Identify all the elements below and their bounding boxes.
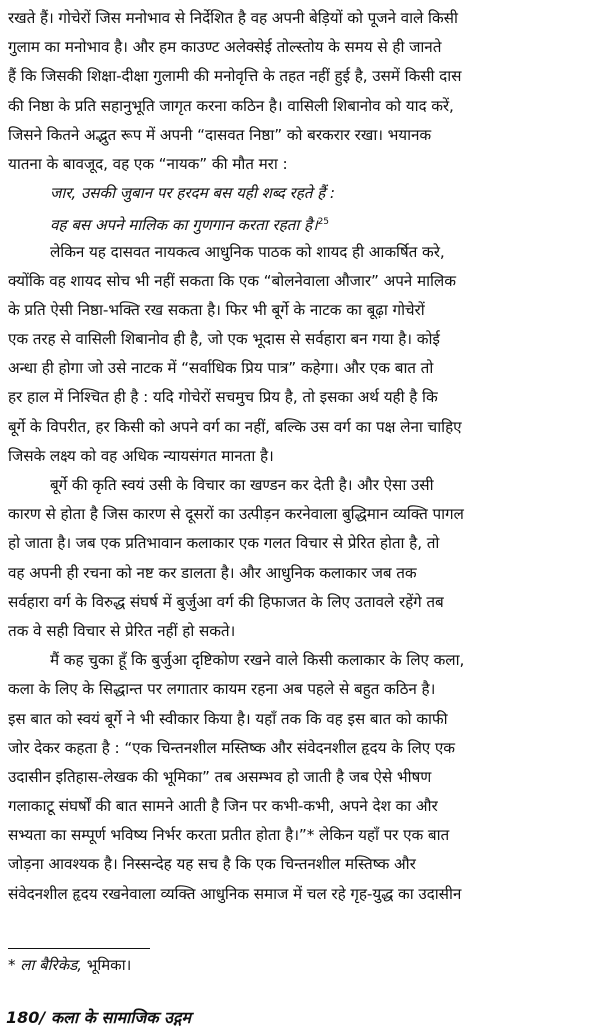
footnote-title: ला बैरिकेड, bbox=[20, 956, 83, 974]
paragraph-start: लेकिन यह दासवत नायकत्व आधुनिक पाठक को शायद ही आकर्षित करे, bbox=[50, 242, 445, 261]
text-line: जोर देकर कहता है : “एक चिन्तनशील मस्तिष्क और संवेदनशील हृदय के लिए एक bbox=[8, 738, 455, 757]
text-line: बूर्गे के विपरीत, हर किसी को अपने वर्ग का नहीं, बल्कि उस वर्ग का पक्ष लेना चाहिए bbox=[8, 417, 462, 436]
text-line: अन्धा ही होगा जो उसे नाटक में “सर्वाधिक प्रिय पात्र” कहेगा। और एक बात तो bbox=[8, 359, 434, 378]
text-line: हो जाता है। जब एक प्रतिभावान कलाकार एक गलत विचार से प्रेरित होता है, तो bbox=[8, 534, 440, 553]
paragraph-start: मैं कह चुका हूँ कि बुर्जुआ दृष्टिकोण रखने वाले किसी कलाकार के लिए कला, bbox=[50, 651, 465, 670]
page-folio: 180/ कला के सामाजिक उद्गम bbox=[6, 1008, 191, 1027]
page-body bbox=[8, 4, 592, 909]
text-line: के प्रति ऐसी निष्ठा-भक्ति रख सकता है। फिर भी बूर्गे के नाटक का बूढ़ा गोचेरों bbox=[8, 300, 425, 319]
text-line: हर हाल में निश्चित ही है : यदि गोचेरों सचमुच प्रिय है, तो इसका अर्थ यही है कि bbox=[8, 388, 438, 407]
text-line: उदासीन इतिहास-लेखक की भूमिका” तब असम्भव हो जाती है जब ऐसे भीषण bbox=[8, 767, 432, 786]
quote-line: जार, उसकी जुबान पर हरदम बस यही शब्द रहते हैं : bbox=[50, 184, 335, 203]
text-line: जिसने कितने अद्भुत रूप में अपनी “दासवत निष्ठा” को बरकरार रखा। भयानक bbox=[8, 125, 432, 144]
text-line: कला के लिए के सिद्धान्त पर लगातार कायम रहना अब पहले से बहुत कठिन है। bbox=[8, 680, 436, 699]
text-line: क्योंकि वह शायद सोच भी नहीं सकता कि एक “बोलनेवाला औजार” अपने मालिक bbox=[8, 271, 456, 290]
text-line: तक वे सही विचार से प्रेरित नहीं हो सकते। bbox=[8, 621, 236, 640]
text-line: जिसके लक्ष्य को वह अधिक न्यायसंगत मानता है। bbox=[8, 446, 274, 465]
text-line: गलाकाटू संघर्षों की बात सामने आती है जिन पर कभी-कभी, अपने देश का और bbox=[8, 797, 438, 816]
text-line: यातना के बावजूद, वह एक “नायक” की मौत मरा : bbox=[8, 154, 288, 173]
footnote-text: भूमिका। bbox=[82, 956, 132, 974]
footnote-divider bbox=[8, 948, 150, 949]
quote-text: वह बस अपने मालिक का गुणगान करता रहता है। bbox=[50, 216, 318, 235]
text-line: रखते हैं। गोचेरों जिस मनोभाव से निर्देशित है वह अपनी बेड़ियों को पूजने वाले किसी bbox=[8, 9, 458, 27]
footnote bbox=[8, 952, 131, 978]
paragraph-start: बूर्गे की कृति स्वयं उसी के विचार का खण्डन कर देती है। और ऐसा उसी bbox=[50, 476, 434, 494]
text-line: इस बात को स्वयं बूर्गे ने भी स्वीकार किया है। यहाँ तक कि वह इस बात को काफी bbox=[8, 709, 448, 728]
quote-line bbox=[8, 208, 592, 237]
text-line: जोड़ना आवश्यक है। निस्सन्देह यह सच है कि एक चिन्तनशील मस्तिष्क और bbox=[8, 855, 416, 874]
text-line: वह अपनी ही रचना को नष्ट कर डालता है। और आधुनिक कलाकार जब तक bbox=[8, 563, 417, 582]
reference-number: 25 bbox=[317, 217, 329, 228]
text-line: एक तरह से वासिली शिबानोव ही है, जो एक भूदास से सर्वहारा बन गया है। कोई bbox=[8, 330, 440, 349]
text-line: संवेदनशील हृदय रखनेवाला व्यक्ति आधुनिक समाज में चल रहे गृह-युद्ध का उदासीन bbox=[8, 884, 462, 903]
text-line: सर्वहारा वर्ग के विरुद्ध संघर्ष में बुर्जुआ वर्ग की हिफाजत के लिए उतावले रहेंगे तब bbox=[8, 592, 444, 611]
text-line: सभ्यता का सम्पूर्ण भविष्य निर्भर करता प्रतीत होता है।”* लेकिन यहाँ पर एक बात bbox=[8, 826, 450, 845]
text-line: की निष्ठा के प्रति सहानुभूति जागृत करना कठिन है। वासिली शिबानोव को याद करें, bbox=[8, 96, 454, 115]
text-line: गुलाम का मनोभाव है। और हम काउण्ट अलेक्सेई तोल्स्तोय के समय से ही जानते bbox=[8, 38, 442, 57]
footnote-marker: * bbox=[8, 956, 16, 974]
text-line: हैं कि जिसकी शिक्षा-दीक्षा गुलामी की मनोवृत्ति के तहत नहीं हुई है, उसमें किसी दास bbox=[8, 67, 462, 86]
text-line: कारण से होता है जिस कारण से दूसरों का उत्पीड़न करनेवाला बुद्धिमान व्यक्ति पागल bbox=[8, 505, 464, 524]
